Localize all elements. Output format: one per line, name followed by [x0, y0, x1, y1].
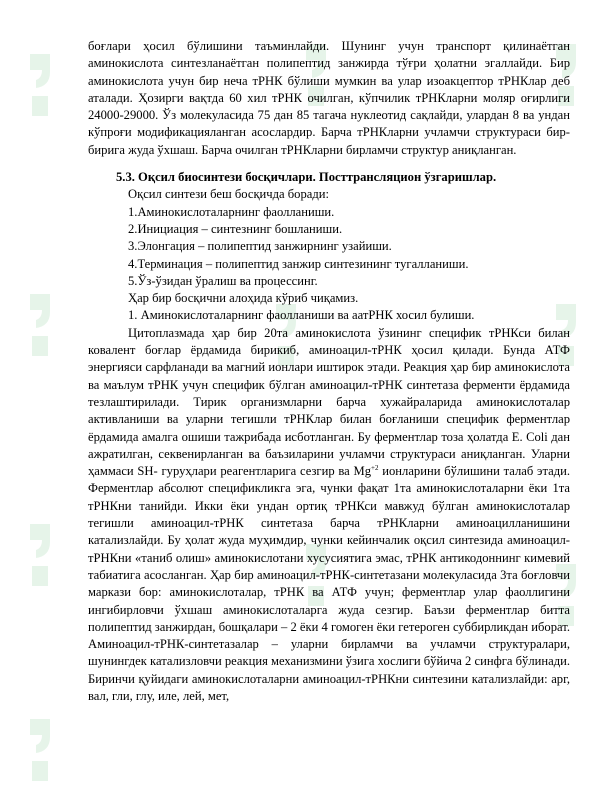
step-item: 1.Аминокислоталарнинг фаолланиши. [128, 204, 335, 219]
body-text-part1: Цитоплазмада ҳар бир 20та аминокислота ўзининг специфик тРНКси билан ковалент боғлар ёрдамида бирикиб, аминоацил-тРНК ҳосил қилади. Бунда АТФ энергияси сарфланади ва магний ионлари иштирок этади. Реакция ҳар бир аминокислота ва маълум тРНК учун специфик бўлган аминоацил-тРНК синтетаза ферменти ёрдамида тезлаштирилади. Тирик организмларни барча хужайраларида аминокислоталар активланиши ва уларни тегишли тРНКлар билан боғланиши специфик ферментлар ёрдамида амалга ошиши тажрибада исботланган. Бу ферментлар тоза ҳолатда E. Coli дан ажратилган, секвенирланган ва бaъзиларини учламчи структураси аниқланган. Уларни ҳаммаси SH- гуруҳлари реагентларига сезгир ва Mg [88, 325, 570, 479]
subsection-title: 1. Аминокислоталарнинг фаолланиши ва аатРНК хосил булиши. [128, 308, 475, 323]
step-note: Ҳар бир босқични алоҳида кўриб чиқамиз. [128, 291, 359, 306]
section-heading: 5.3. Оқсил биосинтези босқичлари. Посттрансляцион ўзгаришлар. [116, 170, 497, 185]
intro-line: Оқсил синтези беш босқичда боради: [128, 187, 330, 202]
paragraph-continuation: боғлари ҳосил бўлишини таъминлайди. Шунинг учун транспорт қилинаётган аминокислота синтезланаётган полипептид занжирда тўғри ҳолатни эгаллайди. Бир аминокислота учун бир неча тРНК бўлиши мумкин ва улар изоакцептор тРНКлар деб аталади. Ҳозирги вақтда 60 хил тРНК очилган, кўпчилик тРНКларни моляр оғирлиги 24000-29000. Ўз молекуласида 75 дан 85 тагача нуклеотид сақлайди, улардан 8 ва ундан кўпроғи модификацияланган асослардир. Барча тРНКларни учламчи структураси бир-бирига жуда ўхшаш. Барча очилган тРНКларни бирламчи структур аниқланган. [88, 39, 570, 157]
green-logo-icon [22, 520, 58, 590]
step-item: 2.Инициация – синтезнинг бошланиши. [128, 221, 343, 236]
body-paragraph [88, 325, 570, 706]
green-logo-icon [22, 50, 58, 120]
green-logo-icon [22, 715, 58, 785]
step-item: 3.Элонгация – полипептид занжирнинг узайиши. [128, 239, 392, 254]
mg-superscript: +2 [371, 464, 379, 473]
green-logo-icon [22, 290, 58, 360]
document-body [88, 38, 570, 705]
body-text-part2: ионларини бўлишини талаб этади. Ферментлар абсолют спецификликга эга, чунки фақат 1та аминокислоталарни ёки 1та тРНКни танийди. Икки ёки ундан ортиқ тРНКси мавжуд бўлган аминокислоталар тегишли аминоацил-тРНК синтетаза барча тРНКларни аминоацилланишини катализлайди. Бу ҳолат жуда муҳимдир, чунки кейинчалик оқсил синтезида аминоацил-тРНКни «таниб олиш» аминокислотани хусусиятига эмас, тРНК антикодоннинг кимевий табиатига асосланган. Ҳар бир аминоацил-тРНК-синтетазани молекуласида 3та боғловчи маркази бор: аминокислоталар, тРНК ва АТФ учун; ферментлар улар фаоллигини ингибирловчи ўхшаш аминокислоталарга жуда сезгир. Баъзи ферментлар битта полипептид занжирдан, бошқалари – 2 ёки 4 гомоген ёки гетероген суббирликдан иборат. Аминоацил-тРНК-синтетазалар – уларни бирламчи ва учламчи структуралари, шунингдек катализловчи реакция механизмини ўзига хослиги бўйича 2 синфга бўлинади. Биринчи қуйидаги аминокислоталарни аминоацил-тРНКни синтезини катализлайди: арг, вал, гли, глу, иле, лей, мет, [88, 464, 570, 703]
step-item: 5.Ўз-ўзидан ўралиш ва процессинг. [128, 273, 318, 288]
step-item: 4.Терминация – полипептид занжир синтезининг тугалланиши. [128, 256, 469, 271]
